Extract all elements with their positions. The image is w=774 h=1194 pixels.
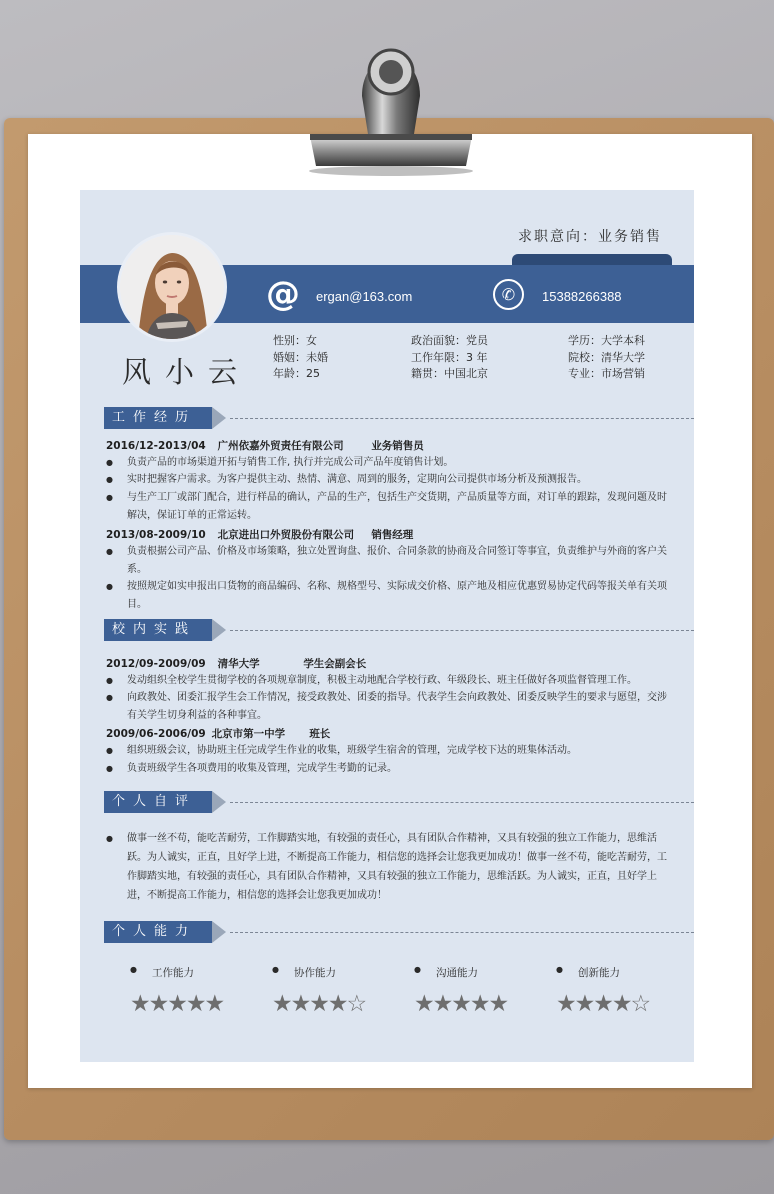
info-political: 政治面貌：党员 <box>411 334 488 347</box>
phone-number[interactable]: 15388266388 <box>542 289 622 304</box>
divider <box>230 932 694 933</box>
info-work-years: 工作年限：3 年 <box>411 350 488 364</box>
section-self-header <box>104 791 670 813</box>
skill-communication <box>414 965 534 1017</box>
info-school: 院校：清华大学 <box>568 350 645 364</box>
section-skills-title: 个人能力 <box>104 921 212 943</box>
skill-label: ● 协作能力 <box>272 965 392 981</box>
info-major: 专业：市场营销 <box>568 367 645 380</box>
email-address[interactable]: ergan@163.com <box>316 289 413 304</box>
candidate-name: 风小云 <box>122 355 252 389</box>
section-skills-header <box>104 921 670 943</box>
section-arrow-icon <box>212 407 226 429</box>
bullet-item: ● 实时把握客户需求。为客户提供主动、热情、满意、周到的服务，定期向公司提供市场分析及预测报告。 <box>106 471 676 489</box>
entry-date: 2012/09-2009/09 <box>106 658 206 670</box>
section-campus-header <box>104 619 670 641</box>
bullet-item: ● 发动组织全校学生贯彻学校的各项规章制度，积极主动地配合学校行政、年级段长、班主任做好各项监督管理工作。 <box>106 672 676 690</box>
portrait-image <box>120 235 224 339</box>
entry-org: 广州依嘉外贸责任有限公司 <box>217 440 344 452</box>
entry-role: 班长 <box>309 728 331 740</box>
entry-date: 2016/12-2013/04 <box>106 440 206 452</box>
info-column-basic <box>273 333 328 383</box>
job-objective: 求职意向：业务销售 <box>518 229 662 245</box>
info-hometown: 籍贯：中国北京 <box>411 367 488 380</box>
section-arrow-icon <box>212 619 226 641</box>
skill-work <box>130 965 250 1017</box>
entry-role: 业务销售员 <box>371 440 424 452</box>
info-column-status <box>411 333 488 383</box>
entry-org: 清华大学 <box>217 658 260 670</box>
self-evaluation-text: ● 做事一丝不苟，能吃苦耐劳，工作脚踏实地，有较强的责任心，具有团队合作精神，又具有较强的独立工作能力，思维活跃。为人诚实，正直，且好学上进，不断提高工作能力，相信您的选择会让您我更加成功！做事一丝不苟，能吃苦耐劳，工作脚踏实地，有较强的责任心，具有团队合作精神，又具有较强的独立工作能力，思维活跃。为人诚实，正直，且好学上进，不断提高工作能力，相信您的选择会让您我更加成功！ <box>106 829 672 905</box>
entry-org: 北京市第一中学 <box>211 728 286 740</box>
work-entry-1-title <box>106 438 424 453</box>
skill-label: ● 工作能力 <box>130 965 250 981</box>
skill-innovation <box>556 965 676 1017</box>
skill-label: ● 沟通能力 <box>414 965 534 981</box>
star-rating-icon: ★★★★★ <box>414 991 508 1017</box>
phone-icon: ✆ <box>493 279 524 310</box>
avatar <box>117 232 227 342</box>
divider <box>230 418 694 419</box>
star-rating-icon: ★★★★★ <box>130 991 224 1017</box>
entry-date: 2009/06-2006/09 <box>106 728 206 740</box>
info-gender: 性别：女 <box>273 334 317 347</box>
info-degree: 学历：大学本科 <box>568 334 645 347</box>
bullet-item: ● 负责产品的市场渠道开拓与销售工作, 执行并完成公司产品年度销售计划。 <box>106 454 676 472</box>
at-icon: @ <box>266 274 300 314</box>
section-campus-title: 校内实践 <box>104 619 212 641</box>
bullet-item: ● 负责根据公司产品、价格及市场策略，独立处置询盘、报价、合同条款的协商及合同签订等事宜，负责维护与外商的客户关系。 <box>106 543 676 578</box>
campus-entry-1-title <box>106 656 366 671</box>
section-work-header <box>104 407 670 429</box>
entry-role: 销售经理 <box>371 529 414 541</box>
info-marital: 婚姻：未婚 <box>273 350 328 364</box>
section-self-title: 个人自评 <box>104 791 212 813</box>
bullet-item: ● 负责班级学生各项费用的收集及管理，完成学生考勤的记录。 <box>106 760 676 778</box>
section-arrow-icon <box>212 921 226 943</box>
skill-label: ● 创新能力 <box>556 965 676 981</box>
divider <box>230 802 694 803</box>
skill-teamwork <box>272 965 392 1017</box>
bullet-item: ● 与生产工厂或部门配合，进行样品的确认，产品的生产，包括生产交货期，产品质量等方面，对订单的跟踪，发现问题及时解决，保证订单的正常运转。 <box>106 489 676 524</box>
entry-role: 学生会副会长 <box>303 658 367 670</box>
bullet-item: ● 向政教处、团委汇报学生会工作情况，接受政教处、团委的指导。代表学生会向政教处、团委反映学生的要求与愿望，交涉有关学生切身利益的各种事宜。 <box>106 689 676 724</box>
section-work-title: 工作经历 <box>104 407 212 429</box>
star-rating-icon: ★★★★☆ <box>272 991 366 1017</box>
section-arrow-icon <box>212 791 226 813</box>
info-column-education <box>568 333 645 383</box>
divider <box>230 630 694 631</box>
work-entry-2-title <box>106 527 413 542</box>
info-age: 年龄：25 <box>273 367 320 380</box>
star-rating-icon: ★★★★☆ <box>556 991 650 1017</box>
campus-entry-2-title <box>106 726 330 741</box>
bullet-item: ● 按照规定如实申报出口货物的商品编码、名称、规格型号、实际成交价格、原产地及相应优惠贸易协定代码等报关单有关项目。 <box>106 578 676 613</box>
binder-clip-icon <box>306 26 476 176</box>
entry-org: 北京进出口外贸股份有限公司 <box>217 529 355 541</box>
resume-panel <box>80 190 694 1062</box>
entry-date: 2013/08-2009/10 <box>106 529 206 541</box>
bullet-item: ● 组织班级会议，协助班主任完成学生作业的收集，班级学生宿舍的管理，完成学校下达的班集体活动。 <box>106 742 676 760</box>
